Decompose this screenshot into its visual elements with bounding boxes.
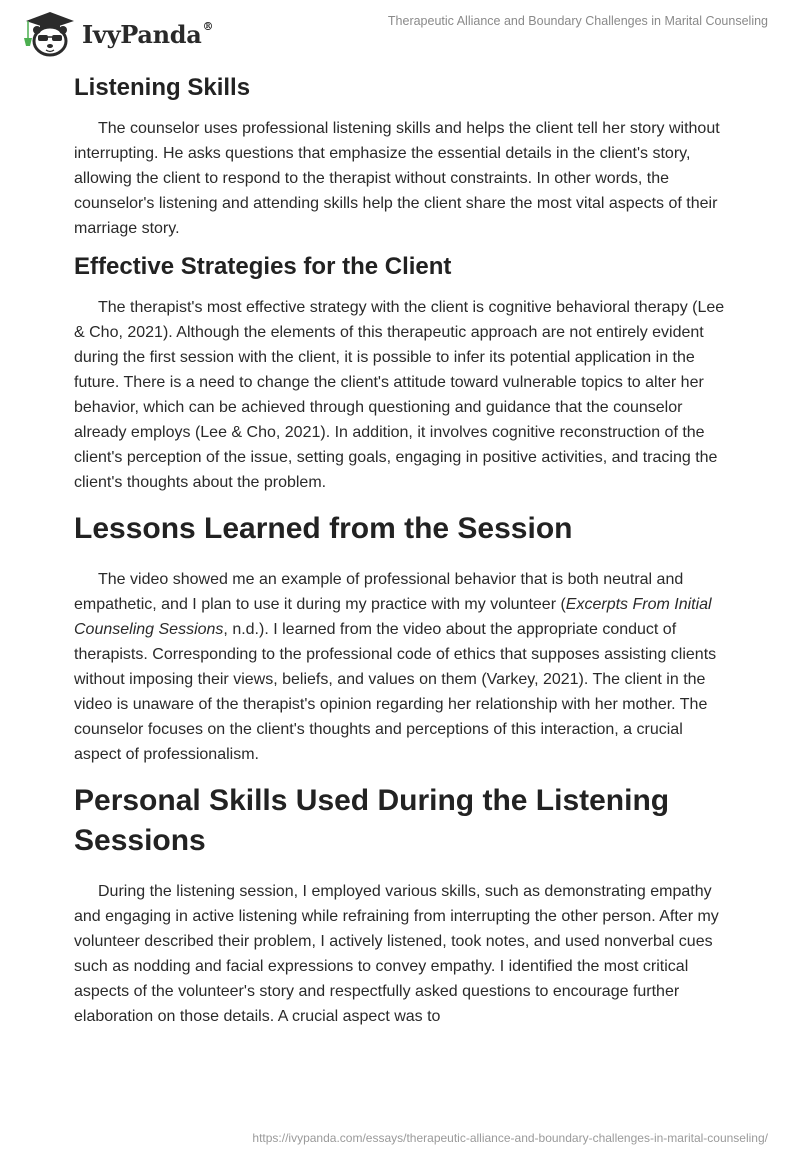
- section-paragraph: The therapist's most effective strategy with the client is cognitive behavioral therapy (Lee & Cho, 2021). Although the elements of this therapeutic approach are not entirely evident during the first session with the client, it is possible to infer its potential application in the future. There is a need to change the client's attitude toward vulnerable topics to alter her behavior, which can be achieved through questioning and guidance that the counselor already employs (Lee & Cho, 2021). In addition, it involves cognitive reconstruction of the client's perception of the issue, setting goals, engaging in positive activities, and tracing the client's thoughts about the problem.: [74, 299, 725, 491]
- citation-title: Excerpts From Initial Counseling Sessions: [74, 596, 712, 638]
- section-heading: Listening Skills: [74, 74, 251, 101]
- ivypanda-logo[interactable]: [20, 8, 213, 58]
- section-effective-strategies: [74, 251, 734, 495]
- document-title: Therapeutic Alliance and Boundary Challenges in Marital Counseling: [387, 14, 768, 28]
- section-heading: Personal Skills Used During the Listening Sessions: [74, 784, 670, 857]
- section-listening-skills: [74, 72, 734, 241]
- logo-wordmark: IvyPanda®: [82, 19, 214, 49]
- page-header: [0, 0, 800, 60]
- section-paragraph: The counselor uses professional listening skills and helps the client tell her story without interrupting. He asks questions that emphasize the essential details in the client's story, allowing the client to respond to the therapist without constraints. In other words, the counselor's listening and attending skills help the client share the most vital aspects of their marriage story.: [74, 120, 720, 237]
- section-paragraph: The video showed me an example of professional behavior that is both neutral and empathetic, and I plan to use it during my practice with my volunteer (Excerpts From Initial Counseling Sessions, n.d.). I learned from the video about the appropriate conduct of therapists. Corresponding to the professional code of ethics that supposes assisting clients without imposing their views, beliefs, and values on them (Varkey, 2021). The client in the video is unaware of the therapist's opinion regarding her relationship with her mother. The counselor focuses on the client's thoughts and perceptions of this interaction, a crucial aspect of professionalism.: [74, 571, 717, 763]
- section-lessons-learned: [74, 509, 734, 767]
- section-paragraph: During the listening session, I employed various skills, such as demonstrating empathy and engaging in active listening while refraining from interrupting the other person. After my volunteer described their problem, I actively listened, took notes, and used nonverbal cues such as nodding and facial expressions to convey empathy. I identified the most critical aspects of the volunteer's story and respectfully asked questions to encourage further elaboration on those details. A crucial aspect was to: [74, 883, 719, 1025]
- source-url[interactable]: https://ivypanda.com/essays/therapeutic-alliance-and-boundary-challenges-in-marital-counseling/: [252, 1131, 768, 1145]
- panda-graduate-icon: [20, 8, 76, 58]
- section-personal-skills: [74, 781, 734, 1029]
- section-heading: Effective Strategies for the Client: [74, 253, 452, 280]
- essay-content: [74, 62, 734, 1039]
- section-heading: Lessons Learned from the Session: [74, 512, 573, 545]
